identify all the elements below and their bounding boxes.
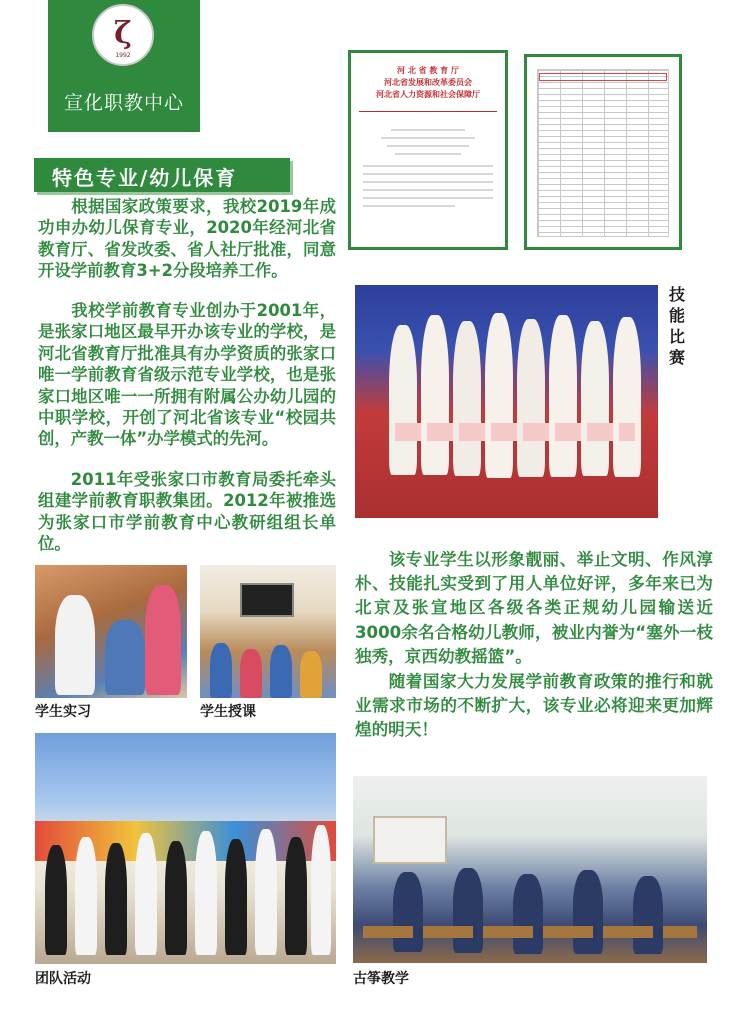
school-list-document-photo [524, 54, 682, 250]
intro-paragraph-1-text: 根据国家政策要求，我校2019年成功申办幼儿保育专业，2020年经河北省教育厅、省发改委、省人社厅批准，同意开设学前教育3+2分段培养工作。 [38, 197, 336, 281]
student-teaching-photo [200, 565, 336, 698]
outcome-paragraph-1 [355, 548, 713, 669]
outcome-paragraph-2 [355, 670, 713, 743]
intro-paragraph-2 [38, 300, 336, 450]
document-header-line-1: 河 北 省 教 育 厅 [397, 65, 459, 75]
skill-competition-caption: 技能比赛 [668, 285, 685, 367]
emblem-year: 1992 [115, 52, 131, 59]
document-header-line-3: 河北省人力资源和社会保障厅 [376, 89, 480, 99]
internship-caption: 学生实习 [35, 704, 91, 720]
intro-paragraph-1 [38, 196, 336, 282]
team-activity-caption: 团队活动 [35, 971, 91, 987]
section-title: 特色专业/幼儿保育 [52, 166, 238, 190]
outcome-paragraph-1-text: 该专业学生以形象靓丽、举止文明、作风淳朴、技能扎实受到了用人单位好评，多年来已为北京及张宣地区各级各类正规幼儿园输送近3000余名合格幼儿教师，被业内誉为“塞外一枝独秀，京西幼教摇篮”。 [355, 550, 713, 666]
section-title-banner [34, 158, 290, 192]
teaching-caption: 学生授课 [200, 704, 256, 720]
document-red-rule [359, 111, 497, 112]
intro-paragraph-3-text: 2011年受张家口市教育局委托牵头组建学前教育职教集团。2012年被推选为张家口市学前教育中心教研组组长单位。 [38, 470, 336, 554]
org-name: 宣化职教中心 [63, 92, 184, 114]
document-highlight-row [539, 73, 667, 81]
intro-paragraph-3 [38, 469, 336, 555]
guzheng-caption: 古筝教学 [353, 971, 409, 987]
team-activity-photo [35, 733, 336, 964]
school-emblem [92, 4, 154, 66]
outcome-paragraph-2-text: 随着国家大力发展学前教育政策的推行和就业需求市场的不断扩大，该专业必将迎来更加辉煌的明天！ [355, 672, 713, 740]
approval-document-photo [348, 50, 508, 250]
student-internship-photo [35, 565, 187, 698]
school-logo-block [48, 0, 200, 132]
document-header-line-2: 河北省发展和改革委员会 [384, 77, 472, 87]
emblem-mark: ζ [114, 15, 132, 51]
skill-competition-photo [355, 285, 658, 518]
guzheng-teaching-photo [353, 776, 707, 963]
document-table-grid [537, 69, 669, 237]
intro-paragraph-2-text: 我校学前教育专业创办于2001年，是张家口地区最早开办该专业的学校，是河北省教育厅批准具有办学资质的张家口唯一学前教育省级示范专业学校，也是张家口地区唯一一所拥有附属公办幼儿园的中职学校，开创了河北省该专业“校园共创，产教一体”办学模式的先河。 [38, 301, 336, 449]
